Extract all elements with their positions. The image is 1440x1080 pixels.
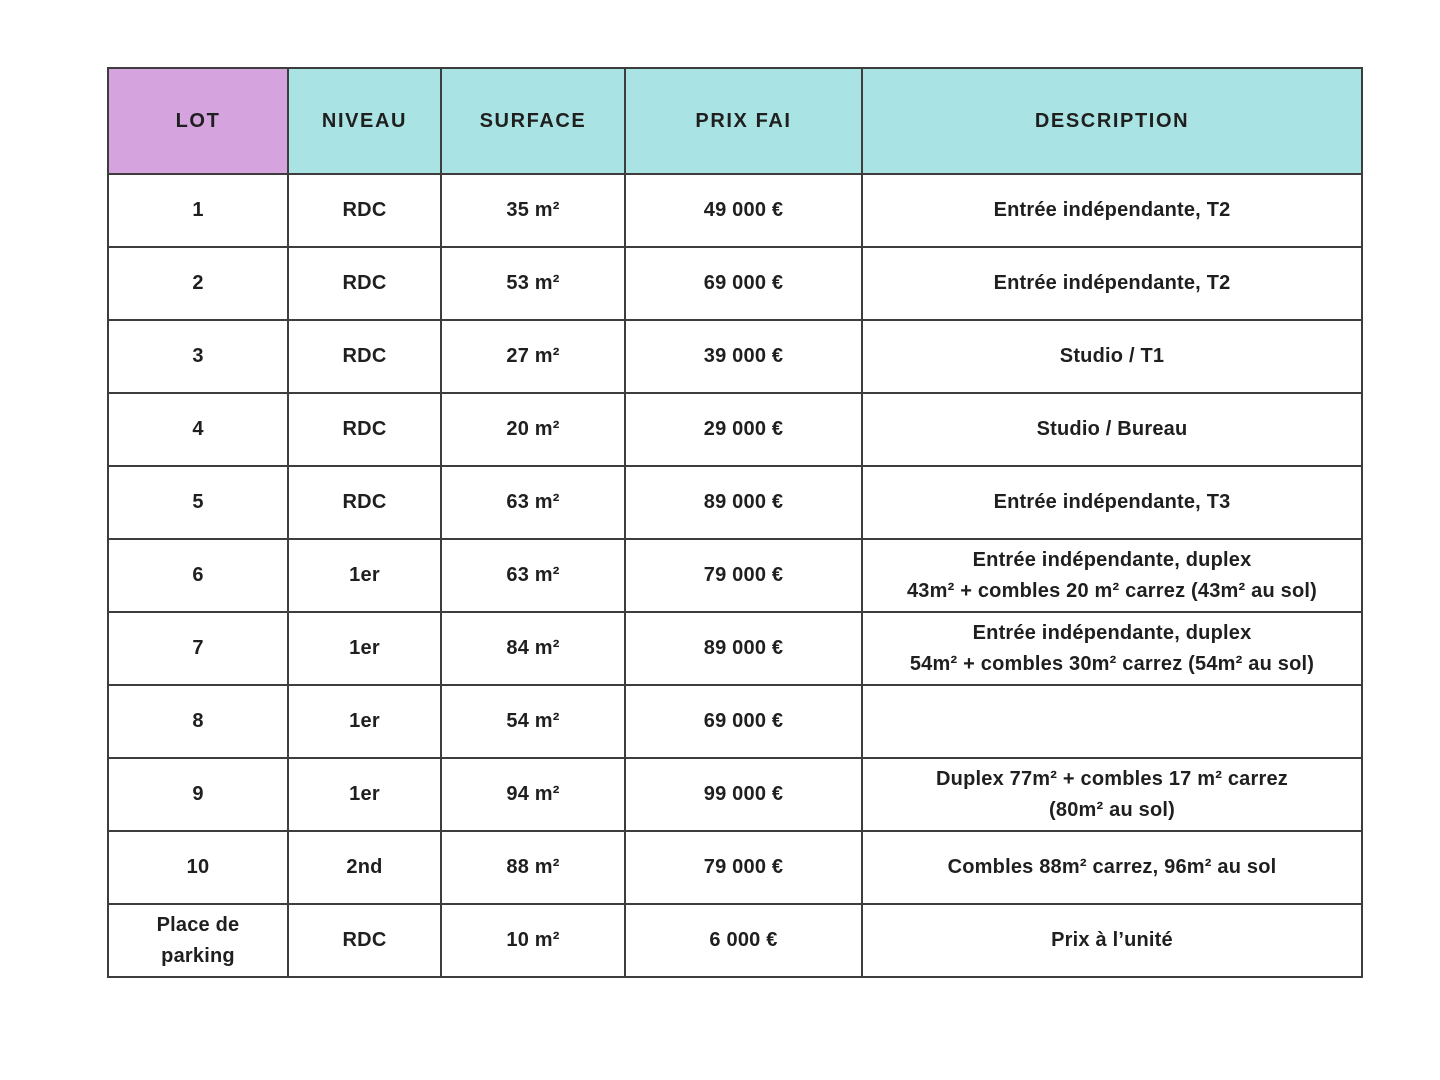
cell-description [862, 612, 1362, 685]
cell-description [862, 758, 1362, 831]
cell-prix: 89 000 € [625, 612, 862, 685]
table-row [108, 831, 1362, 904]
cell-prix: 99 000 € [625, 758, 862, 831]
cell-surface: 63 m² [441, 466, 625, 539]
cell-lot: 10 [108, 831, 288, 904]
column-header-description: DESCRIPTION [862, 68, 1362, 174]
description-line: 54m² + combles 30m² carrez (54m² au sol) [909, 652, 1315, 675]
table-row [108, 685, 1362, 758]
cell-lot: 1 [108, 174, 288, 247]
cell-niveau: 1er [288, 539, 441, 612]
cell-prix: 49 000 € [625, 174, 862, 247]
description-line: Prix à l’unité [1051, 929, 1173, 951]
column-header-lot: LOT [108, 68, 288, 174]
cell-niveau: RDC [288, 393, 441, 466]
cell-surface: 10 m² [441, 904, 625, 977]
cell-prix: 69 000 € [625, 247, 862, 320]
column-header-niveau: NIVEAU [288, 68, 441, 174]
table-row [108, 320, 1362, 393]
description-line: 43m² + combles 20 m² carrez (43m² au sol) [906, 579, 1318, 602]
cell-lot: 8 [108, 685, 288, 758]
cell-prix: 79 000 € [625, 539, 862, 612]
column-header-prix: PRIX FAI [625, 68, 862, 174]
cell-surface: 54 m² [441, 685, 625, 758]
table-row [108, 758, 1362, 831]
description-line: Combles 88m² carrez, 96m² au sol [947, 856, 1277, 878]
table-row [108, 904, 1362, 977]
cell-prix: 39 000 € [625, 320, 862, 393]
cell-prix: 79 000 € [625, 831, 862, 904]
cell-lot: 5 [108, 466, 288, 539]
cell-niveau: RDC [288, 466, 441, 539]
column-header-surface: SURFACE [441, 68, 625, 174]
cell-prix: 29 000 € [625, 393, 862, 466]
cell-prix: 69 000 € [625, 685, 862, 758]
cell-lot: 9 [108, 758, 288, 831]
cell-lot: Place de parking [108, 904, 288, 977]
cell-niveau: RDC [288, 247, 441, 320]
cell-surface: 94 m² [441, 758, 625, 831]
description-line: Entrée indépendante, duplex [972, 548, 1252, 571]
cell-description [862, 393, 1362, 466]
table-row [108, 539, 1362, 612]
cell-lot: 3 [108, 320, 288, 393]
cell-prix: 89 000 € [625, 466, 862, 539]
description-line: Studio / T1 [1059, 345, 1165, 367]
cell-niveau: RDC [288, 174, 441, 247]
cell-niveau: 2nd [288, 831, 441, 904]
table-row [108, 466, 1362, 539]
cell-surface: 20 m² [441, 393, 625, 466]
cell-niveau: 1er [288, 685, 441, 758]
description-line: Entrée indépendante, duplex [972, 621, 1252, 644]
cell-lot: 6 [108, 539, 288, 612]
cell-description [862, 174, 1362, 247]
cell-niveau: RDC [288, 320, 441, 393]
cell-surface: 35 m² [441, 174, 625, 247]
cell-description [862, 247, 1362, 320]
cell-description [862, 320, 1362, 393]
description-line: Duplex 77m² + combles 17 m² carrez [936, 767, 1288, 790]
cell-surface: 27 m² [441, 320, 625, 393]
cell-surface: 84 m² [441, 612, 625, 685]
cell-lot: 2 [108, 247, 288, 320]
cell-description [862, 904, 1362, 977]
table-row [108, 174, 1362, 247]
table-row [108, 393, 1362, 466]
cell-lot: 4 [108, 393, 288, 466]
cell-niveau: RDC [288, 904, 441, 977]
header-row [108, 68, 1362, 174]
cell-lot: 7 [108, 612, 288, 685]
description-line: Studio / Bureau [1036, 418, 1188, 440]
cell-prix: 6 000 € [625, 904, 862, 977]
cell-description [862, 539, 1362, 612]
description-line: (80m² au sol) [1049, 798, 1175, 821]
cell-description [862, 685, 1362, 758]
table-row [108, 612, 1362, 685]
cell-description [862, 831, 1362, 904]
description-line: Entrée indépendante, T3 [993, 491, 1231, 513]
cell-surface: 63 m² [441, 539, 625, 612]
table-row [108, 247, 1362, 320]
cell-surface: 53 m² [441, 247, 625, 320]
cell-niveau: 1er [288, 612, 441, 685]
description-line: Entrée indépendante, T2 [993, 199, 1231, 221]
cell-surface: 88 m² [441, 831, 625, 904]
cell-niveau: 1er [288, 758, 441, 831]
lots-pricing-table [107, 67, 1363, 978]
cell-description [862, 466, 1362, 539]
description-line: Entrée indépendante, T2 [993, 272, 1231, 294]
